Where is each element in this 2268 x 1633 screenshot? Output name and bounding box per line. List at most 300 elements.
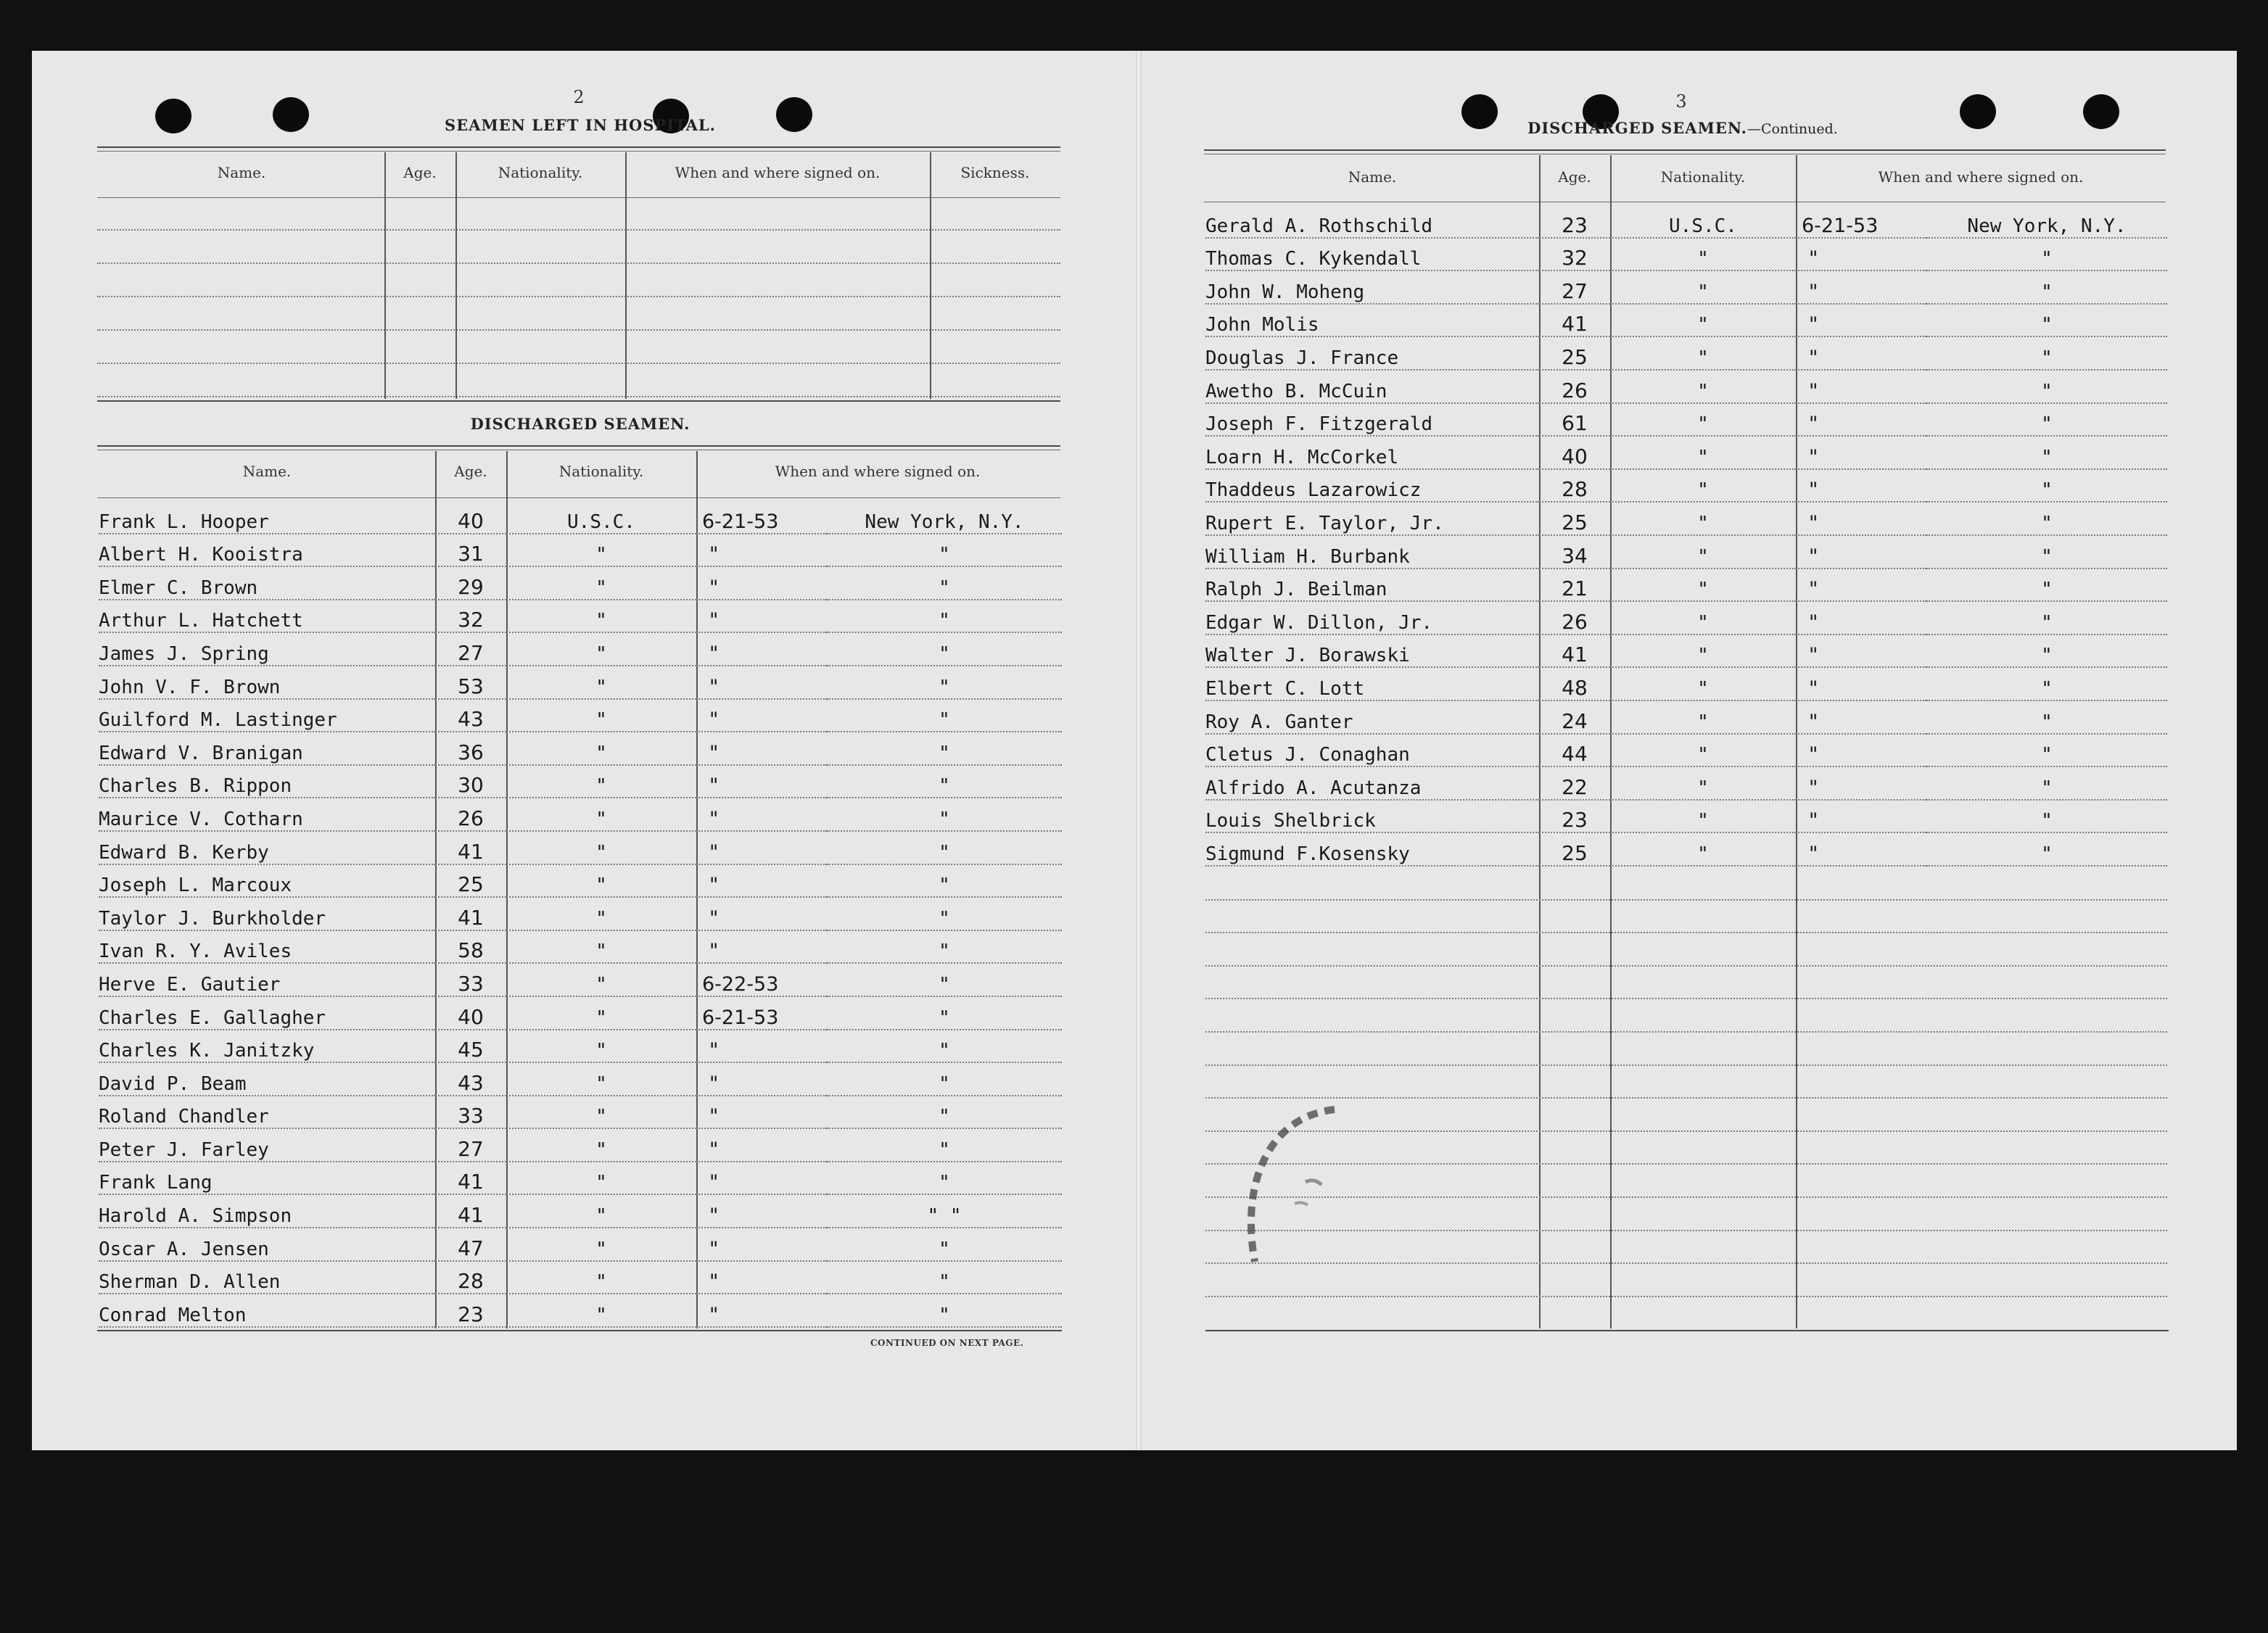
seaman-signed-date: "	[1796, 667, 1926, 700]
table-row	[99, 1030, 1062, 1063]
table-row	[99, 566, 1062, 600]
table-row	[1205, 304, 2167, 337]
table-row	[99, 864, 1062, 898]
rule	[97, 497, 1060, 498]
seaman-signed-date: "	[696, 1128, 827, 1162]
seaman-nationality: U.S.C.	[1610, 204, 1796, 238]
seaman-name: Charles E. Gallagher	[99, 996, 435, 1030]
seaman-name: Cletus J. Conaghan	[1205, 734, 1539, 767]
table-row	[99, 1096, 1062, 1129]
seaman-signed-date: "	[1796, 238, 1926, 271]
seaman-nationality: "	[506, 798, 696, 831]
seaman-age: 41	[435, 1194, 506, 1228]
column-divider	[625, 152, 627, 399]
seaman-age: 41	[435, 1162, 506, 1195]
table-row	[1205, 766, 2167, 800]
seaman-signed-date: "	[1796, 569, 1926, 602]
seaman-nationality: "	[1610, 403, 1796, 437]
seaman-nationality: "	[1610, 601, 1796, 634]
seaman-name: Frank Lang	[99, 1162, 435, 1195]
seaman-name: Elmer C. Brown	[99, 566, 435, 600]
seaman-nationality: "	[1610, 436, 1796, 469]
seaman-name: John Molis	[1205, 304, 1539, 337]
seaman-age: 61	[1539, 403, 1610, 437]
blank-row-line	[1205, 899, 2167, 901]
seaman-signed-date: "	[1796, 304, 1926, 337]
seaman-age: 40	[435, 996, 506, 1030]
blank-row-line	[97, 296, 1060, 297]
seaman-signed-date: "	[696, 1228, 827, 1261]
table-row	[1205, 370, 2167, 403]
seaman-nationality: "	[1610, 569, 1796, 602]
seaman-name: John W. Moheng	[1205, 270, 1539, 304]
seaman-name: Awetho B. McCuin	[1205, 370, 1539, 403]
seaman-signed-place: "	[827, 798, 1062, 831]
seaman-age: 53	[435, 666, 506, 699]
right-section-title	[1494, 119, 1871, 137]
seaman-age: 31	[435, 534, 506, 567]
seaman-nationality: "	[506, 534, 696, 567]
seaman-signed-place: "	[1926, 238, 2167, 271]
table-row	[99, 1294, 1062, 1327]
column-divider	[930, 152, 931, 399]
table-row	[1205, 535, 2167, 569]
seaman-nationality: "	[506, 1030, 696, 1063]
page-number-right: 3	[1675, 91, 1687, 112]
seaman-nationality: "	[506, 831, 696, 864]
seaman-signed-place: "	[1926, 766, 2167, 800]
seaman-age: 48	[1539, 667, 1610, 700]
seaman-signed-place: "	[827, 732, 1062, 765]
seaman-name: James J. Spring	[99, 632, 435, 666]
table-row	[1205, 336, 2167, 370]
right-col-nationality: Nationality.	[1660, 168, 1746, 186]
seaman-name: Guilford M. Lastinger	[99, 699, 435, 732]
table-row	[1205, 601, 2167, 634]
table-row	[1205, 569, 2167, 602]
seaman-signed-place: "	[1926, 800, 2167, 833]
seaman-signed-place: "	[827, 1128, 1062, 1162]
seaman-name: Arthur L. Hatchett	[99, 600, 435, 633]
seaman-name: Conrad Melton	[99, 1294, 435, 1327]
seaman-age: 23	[435, 1294, 506, 1327]
seaman-nationality: "	[506, 1294, 696, 1327]
table-row	[1205, 700, 2167, 734]
rule	[97, 197, 1060, 198]
seaman-age: 27	[1539, 270, 1610, 304]
rule	[1204, 149, 2166, 151]
seaman-nationality: "	[506, 699, 696, 732]
seaman-nationality: "	[506, 600, 696, 633]
punch-hole	[776, 97, 812, 132]
seaman-age: 40	[435, 500, 506, 534]
seaman-signed-place: "	[827, 864, 1062, 898]
seaman-nationality: "	[1610, 700, 1796, 734]
seaman-name: William H. Burbank	[1205, 535, 1539, 569]
blank-row-line	[97, 396, 1060, 397]
seaman-signed-place: "	[827, 963, 1062, 996]
seaman-signed-date: "	[1796, 336, 1926, 370]
seaman-name: Edward V. Branigan	[99, 732, 435, 765]
right-title-suffix: —Continued.	[1747, 121, 1838, 137]
seaman-age: 41	[1539, 634, 1610, 668]
seaman-signed-place: "	[1926, 700, 2167, 734]
seaman-age: 32	[1539, 238, 1610, 271]
seaman-nationality: "	[506, 1162, 696, 1195]
seaman-name: Rupert E. Taylor, Jr.	[1205, 502, 1539, 535]
seaman-signed-date: "	[696, 1294, 827, 1327]
blank-row-line	[1205, 932, 2167, 933]
seaman-age: 25	[1539, 832, 1610, 866]
seaman-name: Loarn H. McCorkel	[1205, 436, 1539, 469]
table-row	[99, 1162, 1062, 1195]
hospital-section-title: SEAMEN LEFT IN HOSPITAL.	[445, 116, 716, 134]
seaman-signed-date: "	[696, 566, 827, 600]
seaman-signed-place: New York, N.Y.	[1926, 204, 2167, 238]
seaman-name: Harold A. Simpson	[99, 1194, 435, 1228]
seaman-signed-place: "	[827, 699, 1062, 732]
table-row	[99, 666, 1062, 699]
seaman-nationality: "	[1610, 667, 1796, 700]
seaman-age: 29	[435, 566, 506, 600]
seaman-nationality: U.S.C.	[506, 500, 696, 534]
right-col-age: Age.	[1558, 168, 1591, 186]
seaman-age: 25	[435, 864, 506, 898]
seaman-signed-place: "	[827, 1030, 1062, 1063]
seaman-signed-date: "	[1796, 436, 1926, 469]
seaman-age: 43	[435, 699, 506, 732]
seaman-nationality: "	[506, 963, 696, 996]
discharged-col-signed-on: When and where signed on.	[775, 463, 981, 480]
punch-hole	[1960, 94, 1996, 129]
seaman-signed-place: "	[1926, 734, 2167, 767]
seaman-age: 26	[435, 798, 506, 831]
seaman-name: Ivan R. Y. Aviles	[99, 930, 435, 964]
continued-note: CONTINUED ON NEXT PAGE.	[870, 1338, 1024, 1348]
seaman-age: 28	[435, 1261, 506, 1294]
seaman-signed-date: "	[696, 930, 827, 964]
seaman-signed-place: "	[1926, 403, 2167, 437]
seaman-name: Frank L. Hooper	[99, 500, 435, 534]
discharged-col-age: Age.	[454, 463, 487, 480]
seaman-nationality: "	[506, 1062, 696, 1096]
seaman-age: 23	[1539, 204, 1610, 238]
seaman-age: 47	[435, 1228, 506, 1261]
blank-row-line	[1205, 1296, 2167, 1297]
right-title-main: DISCHARGED SEAMEN.	[1527, 119, 1747, 137]
seaman-signed-date: "	[696, 600, 827, 633]
seaman-name: Thomas C. Kykendall	[1205, 238, 1539, 271]
table-row	[1205, 204, 2167, 238]
blank-row-line	[97, 262, 1060, 264]
seaman-signed-date: "	[1796, 403, 1926, 437]
seaman-nationality: "	[1610, 800, 1796, 833]
hospital-col-sickness: Sickness.	[960, 164, 1030, 181]
seaman-signed-place: "	[827, 1294, 1062, 1327]
seaman-signed-place: "	[827, 1261, 1062, 1294]
seaman-age: 40	[1539, 436, 1610, 469]
table-row	[99, 1228, 1062, 1261]
seaman-signed-place: "	[827, 632, 1062, 666]
seaman-signed-date: "	[696, 732, 827, 765]
seaman-name: Taylor J. Burkholder	[99, 897, 435, 930]
blank-row-line	[1205, 1031, 2167, 1033]
table-row	[1205, 238, 2167, 271]
seaman-nationality: "	[1610, 634, 1796, 668]
seaman-age: 41	[1539, 304, 1610, 337]
seaman-nationality: "	[1610, 734, 1796, 767]
table-row	[1205, 734, 2167, 767]
seaman-signed-place: "	[827, 666, 1062, 699]
seaman-signed-date: "	[1796, 270, 1926, 304]
seaman-age: 21	[1539, 569, 1610, 602]
seaman-signed-date: 6-21-53	[696, 996, 827, 1030]
seaman-nationality: "	[1610, 238, 1796, 271]
seaman-signed-date: "	[1796, 502, 1926, 535]
hospital-col-signed-on: When and where signed on.	[675, 164, 881, 181]
rule	[97, 1330, 1062, 1331]
seaman-age: 34	[1539, 535, 1610, 569]
table-row	[1205, 502, 2167, 535]
seaman-signed-place: "	[1926, 535, 2167, 569]
punch-hole	[2083, 94, 2119, 129]
seaman-name: Charles B. Rippon	[99, 765, 435, 798]
seaman-signed-place: "	[1926, 436, 2167, 469]
seaman-signed-place: "	[1926, 502, 2167, 535]
seaman-signed-place: "	[827, 1162, 1062, 1195]
seaman-name: Elbert C. Lott	[1205, 667, 1539, 700]
right-col-signed-on: When and where signed on.	[1878, 168, 2084, 186]
seaman-signed-date: "	[1796, 800, 1926, 833]
seaman-signed-date: 6-21-53	[696, 500, 827, 534]
column-divider	[455, 152, 457, 399]
blank-row-line	[1205, 1064, 2167, 1066]
seaman-age: 32	[435, 600, 506, 633]
seaman-nationality: "	[1610, 535, 1796, 569]
punch-hole	[273, 97, 309, 132]
punch-hole	[1461, 94, 1498, 129]
seaman-nationality: "	[506, 666, 696, 699]
seaman-name: Roy A. Ganter	[1205, 700, 1539, 734]
seaman-name: Gerald A. Rothschild	[1205, 204, 1539, 238]
punch-hole	[155, 99, 191, 133]
table-row	[99, 798, 1062, 831]
seaman-nationality: "	[1610, 336, 1796, 370]
seaman-signed-place: "	[1926, 304, 2167, 337]
seaman-signed-date: "	[696, 864, 827, 898]
seaman-signed-place: "	[1926, 469, 2167, 503]
seaman-signed-place: "	[827, 1228, 1062, 1261]
seaman-signed-date: "	[1796, 370, 1926, 403]
seaman-age: 26	[1539, 601, 1610, 634]
page-fold	[1136, 51, 1142, 1450]
seaman-age: 27	[435, 632, 506, 666]
seaman-signed-date: "	[696, 765, 827, 798]
table-row	[99, 1062, 1062, 1096]
blank-row-line	[97, 229, 1060, 231]
table-row	[99, 930, 1062, 964]
seaman-signed-place: "	[827, 897, 1062, 930]
right-col-name: Name.	[1348, 168, 1397, 186]
seaman-nationality: "	[1610, 832, 1796, 866]
seaman-signed-date: "	[1796, 469, 1926, 503]
blank-row-line	[1205, 998, 2167, 999]
seaman-name: Louis Shelbrick	[1205, 800, 1539, 833]
seaman-nationality: "	[506, 1228, 696, 1261]
seaman-name: John V. F. Brown	[99, 666, 435, 699]
seaman-age: 44	[1539, 734, 1610, 767]
rule	[97, 445, 1060, 447]
table-row	[99, 534, 1062, 567]
seaman-age: 33	[435, 963, 506, 996]
seaman-age: 26	[1539, 370, 1610, 403]
seaman-signed-place: "	[827, 566, 1062, 600]
seaman-signed-place: "	[827, 765, 1062, 798]
discharged-seamen-table-right	[1205, 204, 2167, 867]
seaman-nationality: "	[506, 765, 696, 798]
seaman-name: Peter J. Farley	[99, 1128, 435, 1162]
seaman-nationality: "	[1610, 502, 1796, 535]
seaman-age: 25	[1539, 502, 1610, 535]
seaman-age: 36	[435, 732, 506, 765]
seaman-nationality: "	[506, 996, 696, 1030]
table-row	[1205, 667, 2167, 700]
seaman-signed-place: "	[1926, 270, 2167, 304]
seaman-nationality: "	[506, 864, 696, 898]
table-row	[1205, 634, 2167, 668]
blank-row-line	[1205, 965, 2167, 967]
discharged-col-name: Name.	[242, 463, 292, 480]
seaman-signed-date: "	[1796, 634, 1926, 668]
seaman-signed-date: "	[696, 1261, 827, 1294]
table-row	[99, 1128, 1062, 1162]
seaman-name: Joseph L. Marcoux	[99, 864, 435, 898]
seaman-nationality: "	[506, 566, 696, 600]
seaman-signed-place: "	[827, 1062, 1062, 1096]
seaman-name: Herve E. Gautier	[99, 963, 435, 996]
seaman-signed-date: "	[696, 798, 827, 831]
seaman-signed-place: "	[827, 930, 1062, 964]
table-row	[99, 600, 1062, 633]
seaman-nationality: "	[1610, 270, 1796, 304]
table-row	[1205, 270, 2167, 304]
seaman-name: Albert H. Kooistra	[99, 534, 435, 567]
seaman-nationality: "	[1610, 370, 1796, 403]
seaman-signed-place: "	[1926, 569, 2167, 602]
rule	[1205, 1330, 2169, 1331]
rule	[97, 151, 1060, 152]
table-row	[99, 1261, 1062, 1294]
seaman-signed-date: "	[1796, 700, 1926, 734]
column-divider	[384, 152, 386, 399]
seaman-nationality: "	[1610, 766, 1796, 800]
seaman-nationality: "	[506, 1096, 696, 1129]
table-row	[1205, 832, 2167, 866]
seaman-name: Maurice V. Cotharn	[99, 798, 435, 831]
table-row	[99, 732, 1062, 765]
seaman-signed-date: "	[696, 1030, 827, 1063]
seaman-age: 30	[435, 765, 506, 798]
seaman-name: Douglas J. France	[1205, 336, 1539, 370]
hospital-col-age: Age.	[403, 164, 437, 181]
seaman-nationality: "	[506, 897, 696, 930]
seaman-name: Sherman D. Allen	[99, 1261, 435, 1294]
seaman-age: 41	[435, 831, 506, 864]
seaman-nationality: "	[506, 1128, 696, 1162]
seaman-name: Walter J. Borawski	[1205, 634, 1539, 668]
seaman-nationality: "	[506, 732, 696, 765]
discharged-seamen-table-left	[99, 500, 1062, 1328]
seaman-nationality: "	[506, 1261, 696, 1294]
hospital-col-nationality: Nationality.	[498, 164, 583, 181]
seaman-name: Edward B. Kerby	[99, 831, 435, 864]
seaman-name: Thaddeus Lazarowicz	[1205, 469, 1539, 503]
table-row	[99, 500, 1062, 534]
table-row	[1205, 800, 2167, 833]
seaman-signed-date: "	[696, 534, 827, 567]
seaman-signed-date: "	[696, 897, 827, 930]
seaman-nationality: "	[506, 930, 696, 964]
seaman-nationality: "	[506, 1194, 696, 1228]
discharged-col-nationality: Nationality.	[558, 463, 644, 480]
seaman-signed-date: "	[696, 1162, 827, 1195]
table-row	[99, 831, 1062, 864]
hospital-col-name: Name.	[217, 164, 266, 181]
seaman-signed-place: "	[827, 996, 1062, 1030]
seaman-signed-date: 6-22-53	[696, 963, 827, 996]
seaman-signed-date: "	[696, 699, 827, 732]
seaman-signed-place: "	[1926, 832, 2167, 866]
blank-row-line	[97, 329, 1060, 331]
table-row	[99, 1194, 1062, 1228]
seaman-signed-place: "	[1926, 601, 2167, 634]
seaman-nationality: "	[506, 632, 696, 666]
table-row	[99, 699, 1062, 732]
seaman-signed-date: 6-21-53	[1796, 204, 1926, 238]
seaman-signed-date: "	[696, 1096, 827, 1129]
seaman-name: Roland Chandler	[99, 1096, 435, 1129]
seaman-signed-date: "	[1796, 734, 1926, 767]
seaman-signed-date: "	[1796, 535, 1926, 569]
rule	[97, 400, 1060, 402]
seaman-name: Charles K. Janitzky	[99, 1030, 435, 1063]
seaman-signed-place: "	[827, 534, 1062, 567]
seaman-signed-date: "	[696, 1194, 827, 1228]
seaman-signed-place: "	[1926, 667, 2167, 700]
seaman-name: David P. Beam	[99, 1062, 435, 1096]
seaman-age: 24	[1539, 700, 1610, 734]
seaman-name: Edgar W. Dillon, Jr.	[1205, 601, 1539, 634]
seaman-nationality: "	[1610, 304, 1796, 337]
table-row	[99, 897, 1062, 930]
seaman-signed-date: "	[696, 1062, 827, 1096]
seaman-signed-date: "	[1796, 766, 1926, 800]
ink-stamp	[1226, 1095, 1364, 1291]
table-row	[99, 996, 1062, 1030]
seaman-name: Oscar A. Jensen	[99, 1228, 435, 1261]
seaman-age: 23	[1539, 800, 1610, 833]
table-row	[1205, 436, 2167, 469]
seaman-age: 28	[1539, 469, 1610, 503]
seaman-signed-place: New York, N.Y.	[827, 500, 1062, 534]
table-row	[99, 632, 1062, 666]
seaman-signed-place: "	[827, 1096, 1062, 1129]
seaman-signed-date: "	[696, 666, 827, 699]
seaman-age: 25	[1539, 336, 1610, 370]
blank-row-line	[97, 363, 1060, 364]
seaman-age: 27	[435, 1128, 506, 1162]
rule	[97, 146, 1060, 148]
